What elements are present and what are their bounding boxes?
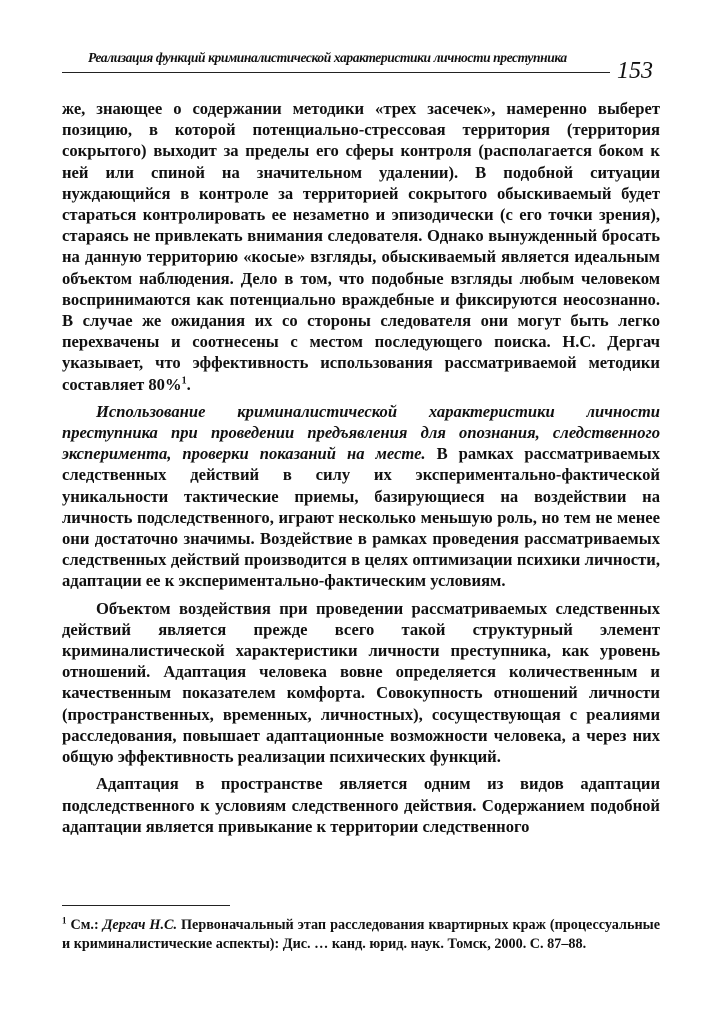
page-number: 153 (617, 58, 653, 84)
paragraph-object (62, 598, 660, 768)
paragraph-adaptation (62, 773, 660, 837)
paragraph-identification (62, 401, 660, 592)
header-rule (62, 72, 610, 73)
footnote-prefix: См.: (70, 917, 103, 933)
body-text (62, 98, 660, 837)
paragraph-text: Адаптация в пространстве является одним из видов адаптации подследственного к условиям следственного действия. Содержанием подобной адаптации является привыкание к территории следственного (62, 774, 660, 836)
paragraph-lead: Использование криминалистической характеристики личности преступника при проведении предъявления для опознания, следственного эксперимента, проверки показаний на месте. (62, 401, 660, 464)
paragraph-text: Объектом воздействия при проведении рассматриваемых следственных действий является прежде всего такой структурный элемент криминалистической характеристики личности преступника, как уровень отношений. Адаптация человека вовне определяется количественным и качественным показателем комфорта. Совокупность отношений личности (пространственных, временных, личностных), сосуществующая с реалиями расследования, повышает адаптационные возможности человека, а через них общую эффективность реализации психических функций. (62, 598, 660, 767)
footnote-reference[interactable]: 1 (181, 375, 187, 387)
paragraph-text: же, знающее о содержании методики «трех засечек», намеренно выберет позицию, в которой потенциально-стрессовая территория (территория сокрытого) выходит за пределы его сферы контроля (располагается боком к ней или спиной на значительном удалении). В подобной ситуации нуждающийся в контроле за территорией сокрытого обыскиваемый будет стараться контролировать ее незаметно и эпизодически (с его точки зрения), стараясь не привлекать внимания следователя. Однако вынужденный бросать на данную территорию «косые» взгляды, обыскиваемый является идеальным объектом наблюдения. Дело в том, что подобные взгляды любым человеком воспринимаются как потенциально враждебные и фиксируются неосознанно. В случае же ожидания их со стороны следователя они могут быть легко перехвачены и соотнесены с местом последующего поиска. Н.С. Дергач указывает, что эффективность использования рассматриваемой методики составляет 80% (62, 99, 660, 394)
paragraph-text: В рамках рассматриваемых следственных действий в силу их экспериментально-фактической уникальности тактические приемы, базирующиеся на воздействии на личность подследственного, играют несколько меньшую роль, но тем не менее они достаточно значимы. Воздействие в рамках проведения рассматриваемых следственных действий производится в целях оптимизации психики личности, адаптации ее к экспериментально-фактическим условиям. (62, 444, 660, 591)
footnote-author: Дергач Н.С. (102, 917, 177, 933)
footnote-text: Первоначальный этап расследования квартирных краж (процессуальные и криминалистические аспекты): Дис. … канд. юрид. наук. Томск, 2000. С. 87–88. (62, 917, 661, 952)
footnote-rule (62, 905, 230, 906)
paragraph-continuation (62, 98, 660, 395)
footnote (62, 916, 660, 954)
footnote-mark: 1 (62, 915, 67, 926)
running-title: Реализация функций криминалистической характеристики личности преступника (88, 50, 567, 65)
paragraph-end: . (186, 374, 191, 394)
